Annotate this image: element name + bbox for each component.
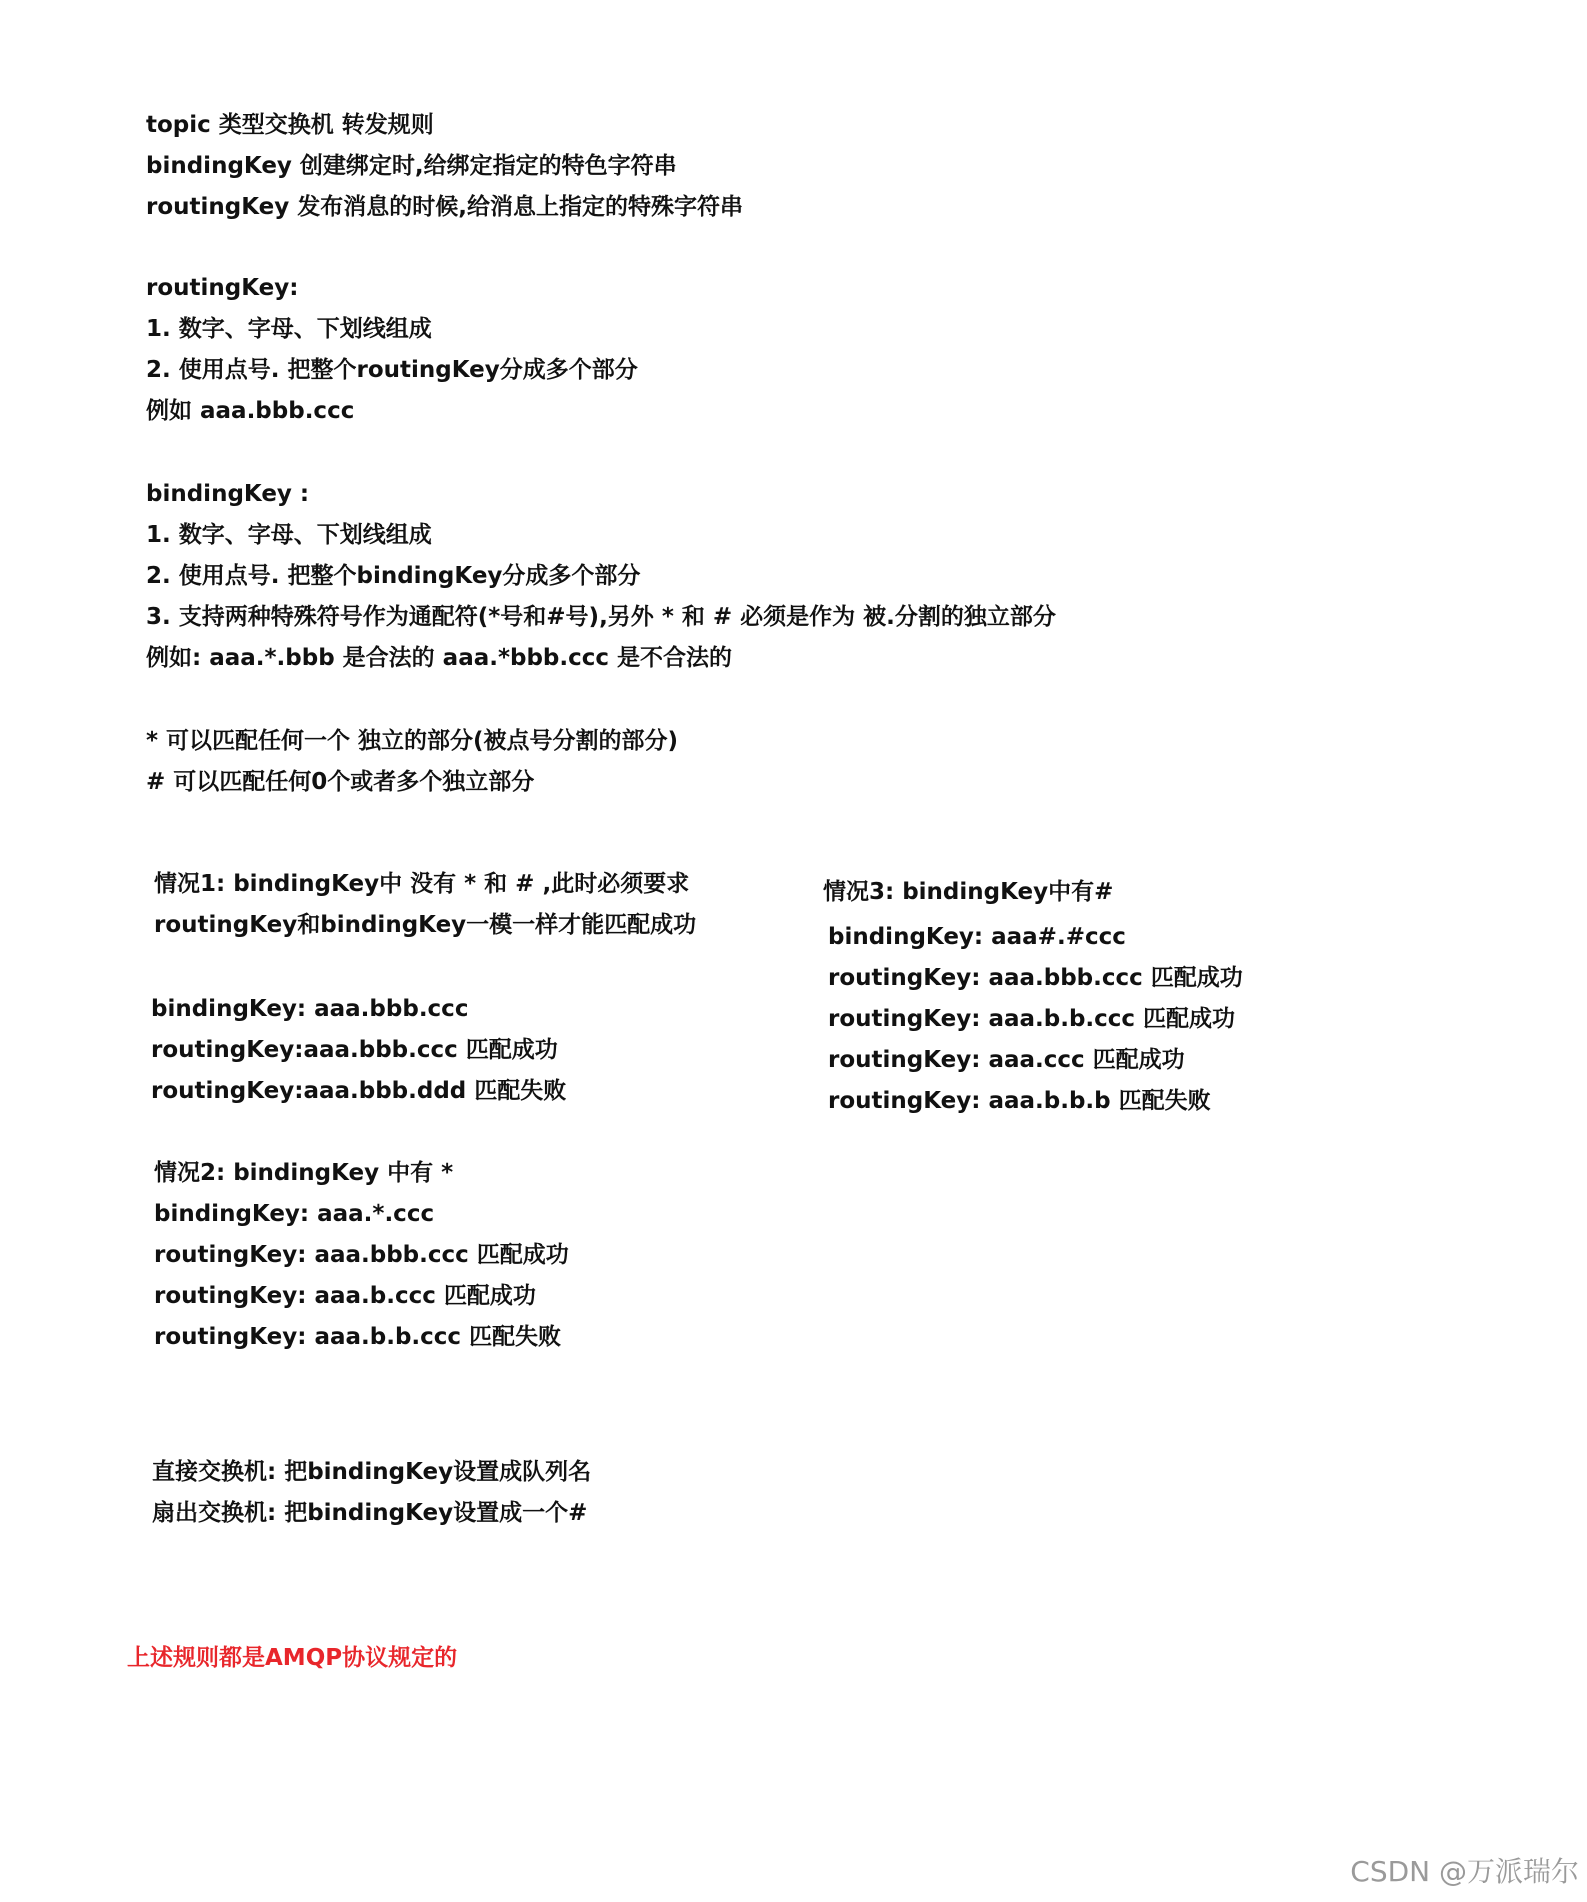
binding-rule-line: bindingKey :: [146, 481, 310, 507]
wildcard-section: [146, 721, 678, 803]
exchange-section: [152, 1452, 591, 1534]
case3-example-line: bindingKey: aaa#.#ccc: [828, 924, 1126, 950]
case1-header: [154, 864, 696, 946]
routing-rule-line: routingKey:: [146, 275, 299, 301]
case1-header-line: routingKey和bindingKey一模一样才能匹配成功: [154, 912, 697, 938]
wildcard-line: # 可以匹配任何0个或者多个独立部分: [146, 769, 535, 795]
intro-section: [146, 105, 743, 228]
intro-line: topic 类型交换机 转发规则: [146, 112, 434, 138]
case3-examples: [828, 917, 1243, 1122]
routing-rule-line: 例如 aaa.bbb.ccc: [146, 398, 355, 424]
case1-example-line: routingKey:aaa.bbb.ddd 匹配失败: [151, 1078, 567, 1104]
csdn-watermark: CSDN @万派瑞尔: [1350, 1855, 1579, 1888]
amqp-note-section: [127, 1638, 457, 1679]
binding-rule-line: 例如: aaa.*.bbb 是合法的 aaa.*bbb.ccc 是不合法的: [146, 645, 733, 671]
case2-line: routingKey: aaa.b.ccc 匹配成功: [154, 1283, 536, 1309]
case2-line: 情况2: bindingKey 中有 *: [154, 1160, 454, 1186]
routing-rule-line: 1. 数字、字母、下划线组成: [146, 316, 432, 342]
case2-line: bindingKey: aaa.*.ccc: [154, 1201, 435, 1227]
routing-rule-line: 2. 使用点号. 把整个routingKey分成多个部分: [146, 357, 638, 383]
case1-example-line: bindingKey: aaa.bbb.ccc: [151, 996, 469, 1022]
intro-line: bindingKey 创建绑定时,给绑定指定的特色字符串: [146, 153, 677, 179]
case3-example-line: routingKey: aaa.b.b.ccc 匹配成功: [828, 1006, 1236, 1032]
binding-rule-line: 2. 使用点号. 把整个bindingKey分成多个部分: [146, 563, 641, 589]
binding-rule-line: 1. 数字、字母、下划线组成: [146, 522, 432, 548]
case2-section: [154, 1153, 569, 1358]
case1-examples: [151, 989, 566, 1112]
case3-example-line: routingKey: aaa.bbb.ccc 匹配成功: [828, 965, 1243, 991]
intro-line: routingKey 发布消息的时候,给消息上指定的特殊字符串: [146, 194, 743, 220]
amqp-note: 上述规则都是AMQP协议规定的: [127, 1645, 458, 1671]
case3-section: [823, 872, 1113, 913]
case3-title: 情况3: bindingKey中有#: [823, 879, 1114, 905]
wildcard-line: * 可以匹配任何一个 独立的部分(被点号分割的部分): [146, 728, 679, 754]
routing-rules-section: [146, 268, 638, 432]
case2-line: routingKey: aaa.b.b.ccc 匹配失败: [154, 1324, 562, 1350]
exchange-line: 直接交换机: 把bindingKey设置成队列名: [152, 1459, 592, 1485]
binding-rules-section: [146, 474, 1056, 679]
case1-example-line: routingKey:aaa.bbb.ccc 匹配成功: [151, 1037, 558, 1063]
case1-header-line: 情况1: bindingKey中 没有 * 和 # ,此时必须要求: [154, 871, 690, 897]
case3-example-line: routingKey: aaa.b.b.b 匹配失败: [828, 1088, 1211, 1114]
exchange-line: 扇出交换机: 把bindingKey设置成一个#: [152, 1500, 588, 1526]
binding-rule-line: 3. 支持两种特殊符号作为通配符(*号和#号),另外 * 和 # 必须是作为 被.分割的独立部分: [146, 604, 1056, 630]
case3-example-line: routingKey: aaa.ccc 匹配成功: [828, 1047, 1185, 1073]
case2-line: routingKey: aaa.bbb.ccc 匹配成功: [154, 1242, 569, 1268]
